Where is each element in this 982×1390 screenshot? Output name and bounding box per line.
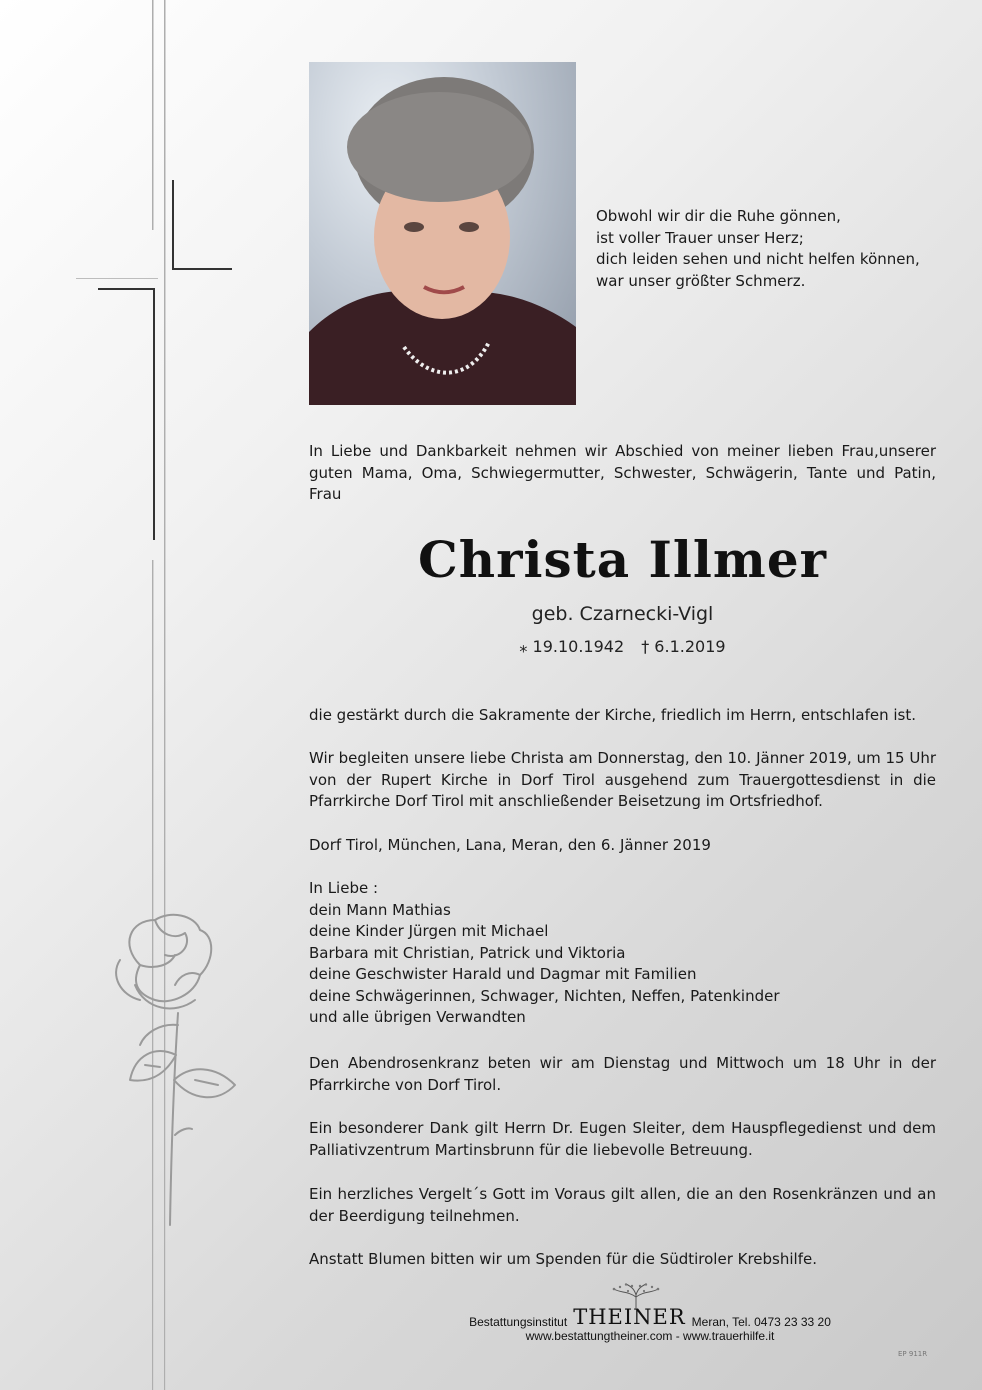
cross-left-arm [98,288,155,290]
rose-icon [100,905,260,1235]
brand-name: THEINER [573,1305,686,1329]
mourners-list: In Liebe : dein Mann Mathias deine Kinder Jürgen mit Michael Barbara mit Christian, Patrick und Viktoria deine Geschwister Harald und Dagmar mit Familien deine Schwägerinnen, Schwager, Nichten, Neffen, Patenkinder und alle übrigen Verwandten [309,879,780,1026]
death-date: † 6.1.2019 [641,637,726,656]
portrait-photo [309,62,576,405]
birth-date: ⁎ 19.10.1942 [519,637,625,656]
sacraments-text: die gestärkt durch die Sakramente der Kirche, friedlich im Herrn, entschlafen ist. [309,706,917,724]
gratitude-text: Ein herzliches Vergelt´s Gott im Voraus gilt allen, die an den Rosenkränzen und an der Beerdigung teilnehmen. [309,1185,936,1225]
deceased-name: Christa Illmer [418,530,827,589]
donation-text: Anstatt Blumen bitten wir um Spenden für die Südtiroler Krebshilfe. [309,1250,817,1268]
funeral-text: Wir begleiten unsere liebe Christa am Donnerstag, den 10. Jänner 2019, um 15 Uhr von der Rupert Kirche in Dorf Tirol ausgehend zum Trauergottesdienst in die Pfarrkirche Dorf Tirol mit anschließender Beisetzung im Ortsfriedhof. [309,749,936,810]
portrait-illustration [309,62,576,405]
intro-text: In Liebe und Dankbarkeit nehmen wir Abschied von meiner lieben Frau,unserer guten Mama, Oma, Schwiegermutter, Schwester, Schwägerin, Tante und Patin, Frau [309,442,936,503]
life-dates [309,637,936,656]
contact-info: Meran, Tel. 0473 23 33 20 [691,1315,831,1329]
cross-shadow-line [76,278,158,279]
tree-logo-icon [608,1283,664,1309]
institute-label: Bestattungsinstitut [469,1315,568,1329]
place-date: Dorf Tirol, München, Lana, Meran, den 6. Jänner 2019 [309,836,711,854]
website-links: www.bestattungtheiner.com - www.trauerhilfe.it [525,1329,775,1343]
funeral-home-footer [440,1305,860,1343]
poem: Obwohl wir dir die Ruhe gönnen, ist voller Trauer unser Herz; dich leiden sehen und nicht helfen können, war unser größter Schmerz. [596,207,920,290]
cross-lower-bar [153,288,155,540]
thanks-text: Ein besonderer Dank gilt Herrn Dr. Eugen Sleiter, dem Hauspflegedienst und dem Palliativzentrum Martinsbrunn für die liebevolle Betreuung. [309,1119,936,1159]
cross-upper-bar [172,180,174,270]
rosary-text: Den Abendrosenkranz beten wir am Dienstag und Mittwoch um 18 Uhr in der Pfarrkirche von Dorf Tirol. [309,1054,936,1094]
decorative-line [152,0,154,230]
birth-name: geb. Czarnecki-Vigl [531,603,714,625]
document-code: EP 911R [898,1350,928,1358]
cross-right-arm [172,268,232,270]
